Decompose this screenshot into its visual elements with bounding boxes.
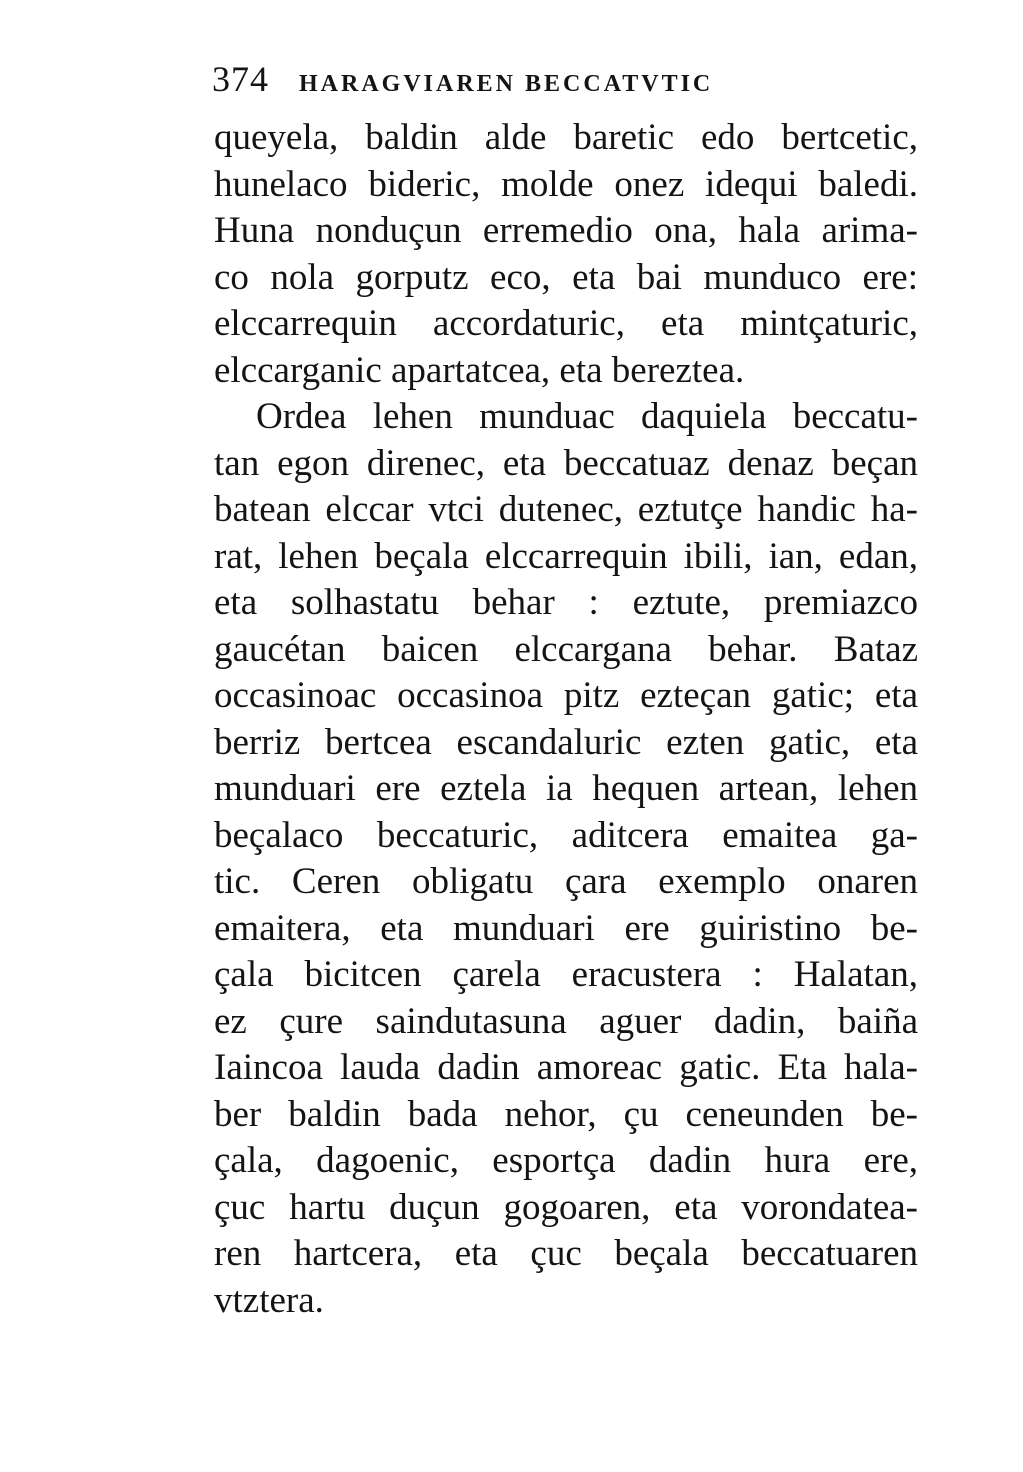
- text-line: beçalaco beccaturic, aditcera emaitea ga-: [214, 814, 918, 856]
- page-header: [212, 58, 912, 102]
- text-line: elccarganic apartatcea, eta bereztea.: [214, 349, 745, 391]
- text-line: gaucétan baicen elccargana behar. Bataz: [214, 628, 918, 670]
- text-line: çala, dagoenic, esportça dadin hura ere,: [214, 1140, 918, 1181]
- text-line: emaitera, eta munduari ere guiristino be-: [214, 907, 918, 949]
- text-line: vtztera.: [214, 1279, 324, 1321]
- running-head: HARAGVIAREN BECCATVTIC: [299, 71, 714, 97]
- text-line: berriz bertcea escandaluric ezten gatic, eta: [214, 721, 918, 763]
- text-line: tan egon direnec, eta beccatuaz denaz beçan: [214, 442, 918, 484]
- text-line: munduari ere eztela ia hequen artean, lehen: [214, 768, 918, 809]
- text-line: ren hartcera, eta çuc beçala beccatuaren: [214, 1233, 918, 1274]
- text-line: eta solhastatu behar : eztute, premiazco: [214, 582, 918, 623]
- text-line: batean elccar vtci dutenec, eztutçe handic ha-: [214, 489, 918, 530]
- text-line: ber baldin bada nehor, çu ceneunden be-: [214, 1093, 918, 1135]
- text-line: Iaincoa lauda dadin amoreac gatic. Eta hala-: [214, 1047, 918, 1088]
- text-line: ez çure saindutasuna aguer dadin, baiña: [214, 1000, 918, 1042]
- text-line: elccarrequin accordaturic, eta mintçaturic,: [214, 303, 918, 344]
- text-line: queyela, baldin alde baretic edo bertcetic,: [214, 117, 918, 158]
- text-line: çuc hartu duçun gogoaren, eta vorondatea-: [214, 1186, 918, 1228]
- text-line: occasinoac occasinoa pitz ezteçan gatic; eta: [214, 675, 918, 716]
- body-text: [214, 115, 918, 1324]
- text-line: hunelaco bideric, molde onez idequi baledi.: [214, 163, 918, 205]
- text-line: co nola gorputz eco, eta bai munduco ere:: [214, 256, 918, 298]
- text-line: Huna nonduçun erremedio ona, hala arima-: [214, 210, 918, 251]
- text-line: tic. Ceren obligatu çara exemplo onaren: [214, 861, 918, 902]
- text-line: rat, lehen beçala elccarrequin ibili, ian, edan,: [214, 535, 918, 577]
- text-line: çala bicitcen çarela eracustera : Halatan,: [214, 954, 918, 995]
- page-number: 374: [212, 59, 269, 99]
- text-line: Ordea lehen munduac daquiela beccatu-: [256, 396, 918, 437]
